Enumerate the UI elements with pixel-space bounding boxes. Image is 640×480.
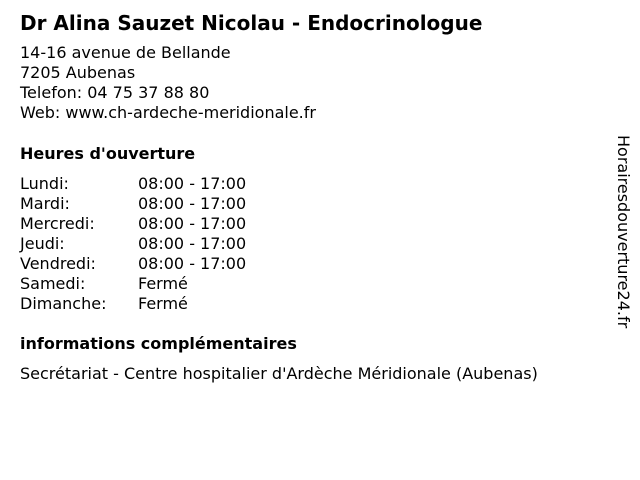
time-range: Fermé bbox=[138, 294, 188, 313]
page-title: Dr Alina Sauzet Nicolau - Endocrinologue bbox=[20, 11, 483, 35]
street-address: 14-16 avenue de Bellande bbox=[20, 43, 231, 62]
day-label: Dimanche: bbox=[20, 294, 107, 313]
city-address: 7205 Aubenas bbox=[20, 63, 136, 82]
day-label: Vendredi: bbox=[20, 254, 96, 273]
day-label: Mercredi: bbox=[20, 214, 95, 233]
additional-info-text: Secrétariat - Centre hospitalier d'Ardèche Méridionale (Aubenas) bbox=[20, 364, 538, 383]
time-range: 08:00 - 17:00 bbox=[138, 234, 247, 253]
time-range: Fermé bbox=[138, 274, 188, 293]
time-range: 08:00 - 17:00 bbox=[138, 254, 247, 273]
time-range: 08:00 - 17:00 bbox=[138, 174, 247, 193]
phone-number: Telefon: 04 75 37 88 80 bbox=[20, 83, 210, 102]
opening-hours-heading: Heures d'ouverture bbox=[20, 144, 196, 163]
additional-info-heading: informations complémentaires bbox=[20, 334, 297, 353]
site-watermark: Horairesdouverture24.fr bbox=[614, 135, 633, 329]
time-range: 08:00 - 17:00 bbox=[138, 194, 247, 213]
day-label: Lundi: bbox=[20, 174, 69, 193]
website-link[interactable]: Web: www.ch-ardeche-meridionale.fr bbox=[20, 103, 316, 122]
day-label: Samedi: bbox=[20, 274, 86, 293]
day-label: Mardi: bbox=[20, 194, 70, 213]
time-range: 08:00 - 17:00 bbox=[138, 214, 247, 233]
address-block bbox=[20, 43, 316, 123]
day-label: Jeudi: bbox=[20, 234, 65, 253]
